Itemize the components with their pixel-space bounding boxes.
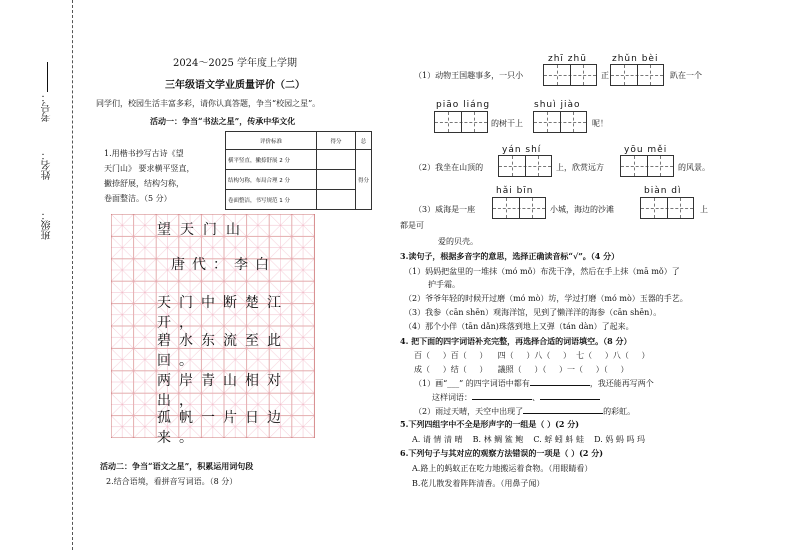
q3-item: （1）妈妈把盆里的一堆抹（mó mǒ）布洗干净，然后在手上抹（mā mǒ）了 <box>404 267 680 276</box>
q5-options: A. 请 情 清 晴 B. 林 鲷 鲨 鲍 C. 蜉 蚓 蚪 蛙 D. 妈 蚂 吗 玛 <box>412 435 645 444</box>
pinyin-label: biàn dì <box>644 186 682 196</box>
score-row: 卷面整洁，书写规范 1 分 <box>226 190 317 210</box>
s3-post: 上 <box>700 205 708 214</box>
pinyin-label: zhǔn bèi <box>612 54 659 64</box>
pinyin-label: yán shí <box>502 145 542 155</box>
poem-line: 碧水东流至此回。 <box>157 333 289 369</box>
q6-option: B.花儿散发着阵阵清香。（用鼻子闻） <box>412 479 545 488</box>
pinyin-label: piāo liáng <box>436 100 491 110</box>
s1-mid: 正 <box>601 71 609 80</box>
q3-item: （3）我参（cān shēn）观海洋馆，见到了懒洋洋的海参（cān shēn）。 <box>404 308 662 317</box>
q4-sub1-cont: 这样词语： 、 <box>432 392 600 403</box>
score-total-cell: 得分 <box>356 150 372 210</box>
q4-row: 百（ ）百（ ） 四（ ）八（ ） 七（ ）八（ ） <box>414 351 650 360</box>
pinyin-answer-box[interactable] <box>620 155 674 177</box>
s2-pre: （2）我坐在山顶的 <box>414 163 484 172</box>
score-row: 结构匀称，布局合理 2 分 <box>226 170 317 190</box>
pinyin-label: hǎi bīn <box>496 186 534 196</box>
q6-option: A.路上的蚂蚁正在吃力地搬运着食物。（用眼睛看） <box>412 464 593 473</box>
pinyin-answer-box[interactable] <box>543 64 597 86</box>
pinyin-answer-box[interactable] <box>498 155 552 177</box>
s2-mid: 上，欣赏远方 <box>556 163 604 172</box>
s3-mid: 小城，海边的沙滩 <box>550 205 614 214</box>
q1-line: 天门山》 要求横平竖直， <box>104 164 195 173</box>
poem-title: 望天门山 <box>157 222 249 238</box>
s3-line2: 都是可 <box>400 221 424 230</box>
q1-text <box>104 146 195 206</box>
q1-line: 卷面整洁。（5 分） <box>104 194 172 203</box>
q3-heading: 3.读句子，根据多音字的意思，选择正确读音标“√”。（4 分） <box>400 251 620 261</box>
q4-heading: 4. 把下面的四字词语补充完整，再选择合适的词语填空。（8 分） <box>400 336 632 346</box>
name-label: 姓名： <box>42 150 53 180</box>
q3-item: （2）爷爷年轻的时候开过磨（mó mò）坊，学过打磨（mó mò）玉器的手艺。 <box>404 294 688 303</box>
score-header-standard: 评价标准 <box>226 132 317 150</box>
pinyin-label: zhī zhū <box>548 54 587 64</box>
q3-item-cont: 护手霜。 <box>428 280 460 289</box>
poem-line: 两岸青山相对出， <box>157 373 289 409</box>
binding-line <box>72 0 73 550</box>
pinyin-answer-box[interactable] <box>640 197 694 219</box>
s1-post: 趴在一个 <box>670 71 702 80</box>
poem-line: 天门中断楚江开， <box>157 295 289 331</box>
q1-line: 撇捺舒展，结构匀称， <box>104 179 184 188</box>
activity2-heading: 活动二：争当“语文之星”，积累运用词句段 <box>100 461 254 471</box>
exam-no-label: 考号： <box>40 62 55 122</box>
q3-item: （4）那个小伴（tān dǎn)珠落到地上又弹（tán dàn）了起来。 <box>404 322 634 331</box>
poem-line: 孤帆一片日边来。 <box>157 410 289 446</box>
activity1-heading: 活动一：争当“书法之星”，传承中华文化 <box>150 116 296 126</box>
score-table <box>225 131 372 210</box>
score-row: 横平竖直，撇捺舒展 2 分 <box>226 150 317 170</box>
pinyin-answer-box[interactable] <box>610 64 664 86</box>
score-header-score: 得分 <box>317 132 356 150</box>
s3-pre: （3）威海是一座 <box>414 205 476 214</box>
s3-line3: 爱的贝壳。 <box>438 237 478 246</box>
q4-sub1: （1）画“___” 的四字词语中都有 ，我还能再写两个 <box>414 379 654 388</box>
poem-author: 唐代：李白 <box>171 257 276 273</box>
s1b-mid: 的树干上 <box>491 119 523 128</box>
q1-line: 1.用楷书抄写古诗《望 <box>104 149 184 158</box>
calligraphy-grid <box>111 214 315 446</box>
pinyin-label: shuì jiào <box>534 100 581 110</box>
q4-row: 成（ ）结（ ） 議照（ ）（ ）一（ ）（ ） <box>414 365 629 374</box>
class-label: 班级： <box>42 210 53 240</box>
s2-post: 的风景。 <box>678 163 710 172</box>
pinyin-answer-box[interactable] <box>434 111 488 133</box>
pinyin-label: yōu měi <box>624 145 668 155</box>
title-main: 三年级语文学业质量评价（二） <box>165 80 305 91</box>
q4-sub2: （2）雨过天晴，天空中出现了 的彩虹。 <box>414 407 636 416</box>
q6-heading: 6.下列句子与其对应的观察方法错误的一项是（ ）(2 分) <box>400 448 604 458</box>
q2-text: 2.结合语境，看拼音写词语。（8 分） <box>106 477 238 486</box>
pinyin-answer-box[interactable] <box>492 197 546 219</box>
s1b-post: 呢！ <box>592 119 608 128</box>
q5-heading: 5.下列四组字中不全是形声字的一组是（ ）(2 分) <box>400 419 580 429</box>
s1-pre: （1）动物王国趣事多，一只小 <box>414 71 524 80</box>
score-header-total: 总 <box>356 132 372 150</box>
intro-text: 同学们，校园生活丰富多彩，请你认真答题，争当“校园之星”。 <box>96 99 321 108</box>
title-year: 2024～2025 学年度上学期 <box>172 58 298 69</box>
pinyin-answer-box[interactable] <box>533 111 587 133</box>
